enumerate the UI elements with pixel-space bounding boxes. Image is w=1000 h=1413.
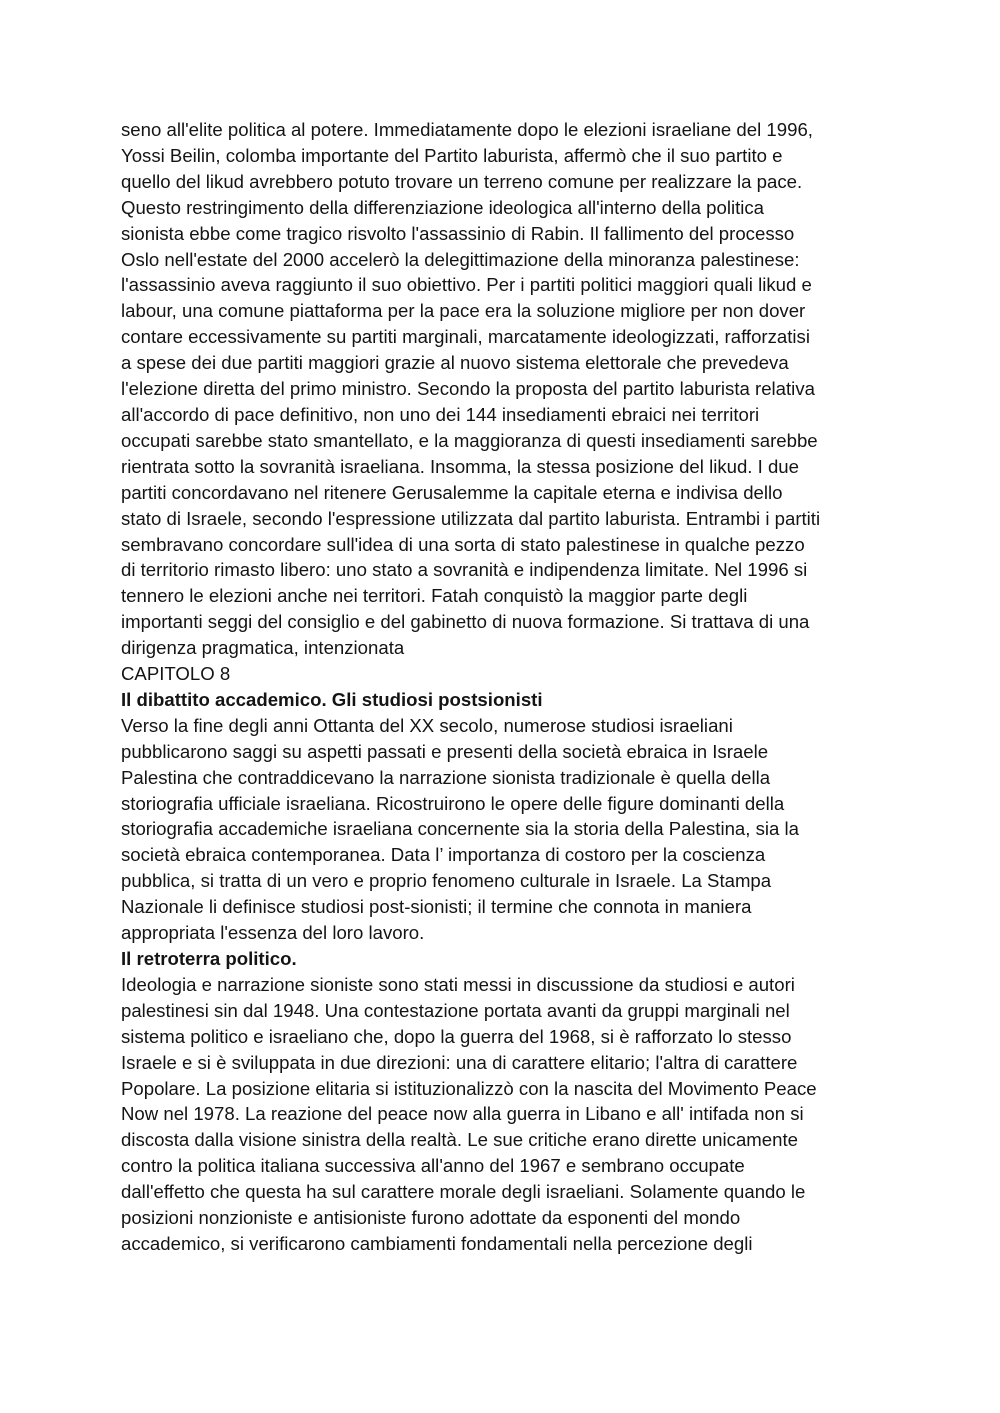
text-line: tennero le elezioni anche nei territori. Fatah conquistò la maggior parte degli [121,585,748,607]
text-line: posizioni nonzioniste e antisioniste furono adottate da esponenti del mondo [121,1207,741,1229]
text-line: importanti seggi del consiglio e del gabinetto di nuova formazione. Si trattava di una [121,611,810,633]
text-line: Nazionale li definisce studiosi post-sionisti; il termine che connota in maniera [121,896,752,918]
text-line: società ebraica contemporanea. Data l’ importanza di costoro per la coscienza [121,844,766,866]
text-line: contare eccessivamente su partiti marginali, marcatamente ideologizzati, rafforzatisi [121,326,810,348]
text-line: dall'effetto che questa ha sul carattere morale degli israeliani. Solamente quando le [121,1181,806,1203]
text-line: storiografia accademiche israeliana concernente sia la storia della Palestina, sia la [121,818,800,840]
chapter-label: CAPITOLO 8 [121,663,231,685]
text-line: contro la politica italiana successiva all'anno del 1967 e sembrano occupate [121,1155,745,1177]
text-line: sembravano concordare sull'idea di una sorta di stato palestinese in qualche pezzo [121,533,805,555]
text-line: Verso la fine degli anni Ottanta del XX secolo, numerose studiosi israeliani [121,714,733,736]
paragraph-studiosi-postsionisti [121,713,881,946]
section-title: Il retroterra politico. [121,948,297,969]
paragraph-retroterra-politico [121,972,881,1257]
text-line: sionista ebbe come tragico risvolto l'assassinio di Rabin. Il fallimento del processo [121,222,795,244]
document-page [121,117,881,1257]
text-line: seno all'elite politica al potere. Immediatamente dopo le elezioni israeliane del 1996, [121,119,813,140]
text-line: Now nel 1978. La reazione del peace now alla guerra in Libano e all' intifada non si [121,1103,804,1125]
text-line: Yossi Beilin, colomba importante del Partito laburista, affermò che il suo partito e [121,144,783,166]
text-line: Israele e si è sviluppata in due direzioni: una di carattere elitario; l'altra di carattere [121,1051,798,1073]
text-line: sistema politico e israeliano che, dopo la guerra del 1968, si è rafforzato lo stesso [121,1025,792,1047]
text-line: l'assassinio aveva raggiunto il suo obiettivo. Per i partiti politici maggiori quali likud e [121,274,812,296]
paragraph-elite-politica [121,117,881,661]
text-line: quello del likud avrebbero potuto trovare un terreno comune per realizzare la pace. [121,170,803,192]
text-line: occupati sarebbe stato smantellato, e la maggioranza di questi insediamenti sarebbe [121,429,818,451]
text-line: dirigenza pragmatica, intenzionata [121,637,405,659]
text-line: Questo restringimento della differenziazione ideologica all'interno della politica [121,196,765,218]
text-line: appropriata l'essenza del loro lavoro. [121,922,425,944]
text-line: l'elezione diretta del primo ministro. Secondo la proposta del partito laburista relativa [121,378,815,400]
text-line: rientrata sotto la sovranità israeliana. Insomma, la stessa posizione del likud. I due [121,455,799,477]
text-line: discosta dalla visione sinistra della realtà. Le sue critiche erano dirette unicamente [121,1129,798,1151]
text-line: a spese dei due partiti maggiori grazie al nuovo sistema elettorale che prevedeva [121,352,789,374]
text-line: all'accordo di pace definitivo, non uno dei 144 insediamenti ebraici nei territori [121,403,760,425]
text-line: labour, una comune piattaforma per la pace era la soluzione migliore per non dover [121,300,806,322]
text-line: pubblica, si tratta di un vero e proprio fenomeno culturale in Israele. La Stampa [121,870,772,892]
text-line: storiografia ufficiale israeliana. Ricostruirono le opere delle figure dominanti della [121,792,785,814]
text-line: palestinesi sin dal 1948. Una contestazione portata avanti da gruppi marginali nel [121,999,790,1021]
text-line: partiti concordavano nel ritenere Gerusalemme la capitale eterna e indivisa dello [121,481,783,503]
text-line: pubblicarono saggi su aspetti passati e presenti della società ebraica in Israele [121,740,769,762]
text-line: Palestina che contraddicevano la narrazione sionista tradizionale è quella della [121,766,771,788]
text-line: Popolare. La posizione elitaria si istituzionalizzò con la nascita del Movimento Peace [121,1077,817,1099]
text-line: stato di Israele, secondo l'espressione utilizzata dal partito laburista. Entrambi i partiti [121,507,821,529]
chapter-title: Il dibattito accademico. Gli studiosi postsionisti [121,688,543,710]
text-line: Oslo nell'estate del 2000 accelerò la delegittimazione della minoranza palestinese: [121,248,800,270]
text-line: accademico, si verificarono cambiamenti fondamentali nella percezione degli [121,1232,753,1254]
text-line: Ideologia e narrazione sioniste sono stati messi in discussione da studiosi e autori [121,973,795,995]
text-line: di territorio rimasto libero: uno stato a sovranità e indipendenza limitate. Nel 1996 si [121,559,808,581]
